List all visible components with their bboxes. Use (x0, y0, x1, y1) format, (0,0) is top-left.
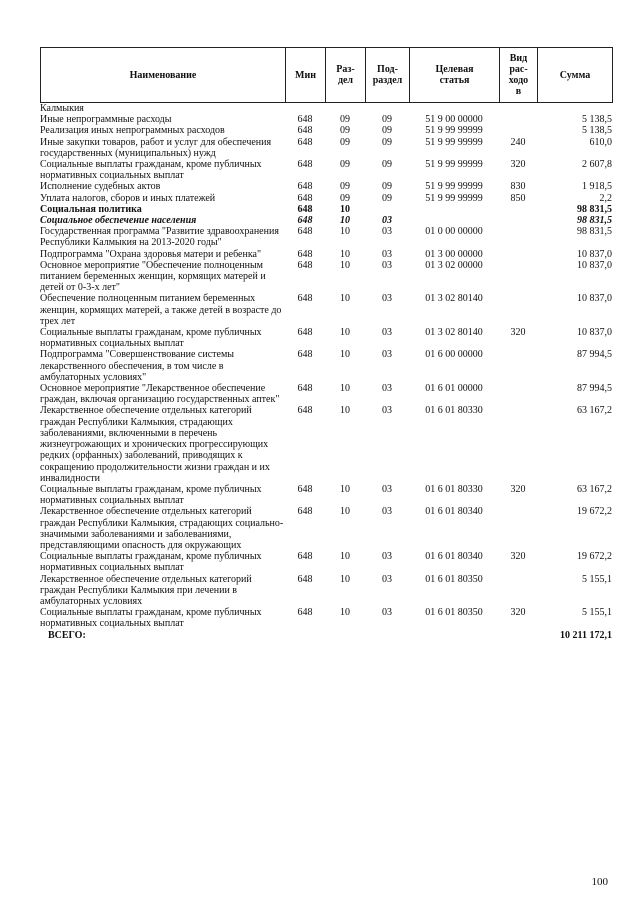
cell-name: Уплата налогов, сборов и иных платежей (40, 192, 216, 204)
table-row (40, 249, 612, 260)
cell-name: Лекарственное обеспечение отдельных категорий граждан Республики Калмыкия при лечении в амбулаторных условиях (40, 573, 252, 607)
cell-raz: 10 (340, 506, 350, 518)
cell-raz: 10 (340, 349, 350, 361)
cell-vid: 320 (510, 607, 526, 619)
cell-name: Социальные выплаты гражданам, кроме публичных нормативных социальных выплат (40, 327, 262, 350)
cell-vid (499, 125, 537, 136)
cell-min: 648 (297, 259, 313, 271)
cell-pod: 03 (382, 349, 392, 361)
cell-cel: 51 9 99 99999 (425, 192, 483, 204)
cell-cel: 01 6 01 80350 (425, 573, 483, 585)
cell-name: Иные закупки товаров, работ и услуг для обеспечения государственных (муниципальных) нужд (40, 136, 272, 159)
table-row (40, 574, 612, 608)
cell-pod (365, 204, 409, 215)
cell-pod: 09 (382, 114, 392, 126)
cell-cel: 01 3 00 00000 (425, 248, 483, 260)
cell-pod: 03 (382, 607, 392, 619)
table-row (40, 293, 612, 327)
cell-vid: 320 (510, 483, 526, 495)
cell-cel: 51 9 99 99999 (425, 136, 483, 148)
cell-cel: 51 9 00 00000 (425, 114, 483, 126)
cell-min: 648 (297, 248, 313, 260)
cell-cel: 01 6 01 80330 (425, 483, 483, 495)
cell-cel: 01 6 00 00000 (425, 349, 483, 361)
cell-name: Обеспечение полноценным питанием беременных женщин, кормящих матерей, а также детей в возрасте до трех лет (40, 293, 282, 327)
cell-raz: 10 (340, 259, 350, 271)
cell-raz (325, 103, 365, 114)
cell-vid: 320 (510, 327, 526, 339)
cell-raz: 10 (340, 327, 350, 339)
cell-pod: 03 (382, 383, 392, 395)
cell-sum: 2 607,8 (582, 159, 612, 171)
table-header (40, 47, 613, 103)
cell-raz: 10 (340, 383, 350, 395)
cell-vid (499, 215, 537, 226)
table-body (40, 103, 612, 641)
table-row (40, 327, 612, 349)
cell-name: Социальное обеспечение населения (40, 215, 197, 227)
cell-raz: 10 (340, 551, 350, 563)
cell-pod: 09 (382, 181, 392, 193)
page-number: 100 (591, 876, 608, 888)
cell-pod: 03 (382, 259, 392, 271)
cell-vid (499, 260, 537, 294)
cell-vid (499, 249, 537, 260)
table-row (40, 484, 612, 506)
cell-min: 648 (297, 551, 313, 563)
cell-sum: 19 672,2 (577, 551, 612, 563)
cell-cel: 51 9 99 99999 (425, 181, 483, 193)
cell-min: 648 (297, 226, 313, 238)
cell-pod: 09 (382, 192, 392, 204)
table-row (40, 137, 612, 159)
header-min: Мин (286, 48, 326, 103)
cell-raz: 10 (340, 607, 350, 619)
table-row (40, 349, 612, 383)
cell-vid: 320 (510, 551, 526, 563)
cell-vid (499, 506, 537, 551)
cell-sum: 1 918,5 (582, 181, 612, 193)
cell-raz: 10 (340, 248, 350, 260)
cell-name: Социальные выплаты гражданам, кроме публичных нормативных социальных выплат (40, 551, 262, 574)
cell-raz: 09 (340, 114, 350, 126)
cell-vid (499, 574, 537, 608)
cell-sum: 5 138,5 (582, 114, 612, 126)
cell-min: 648 (297, 192, 313, 204)
cell-min: 648 (297, 215, 313, 227)
cell-pod: 09 (382, 159, 392, 171)
table-row (40, 125, 612, 136)
cell-vid: 320 (510, 159, 526, 171)
cell-cel: 01 6 01 80340 (425, 551, 483, 563)
cell-raz: 10 (340, 293, 350, 305)
cell-sum (537, 103, 612, 114)
cell-vid (499, 204, 537, 215)
cell-name: Социальные выплаты гражданам, кроме публичных нормативных социальных выплат (40, 159, 262, 182)
cell-min: 648 (297, 607, 313, 619)
cell-sum: 5 138,5 (582, 125, 612, 137)
cell-name: Калмыкия (40, 103, 84, 114)
cell-min: 648 (297, 114, 313, 126)
cell-raz: 10 (340, 405, 350, 417)
cell-raz: 10 (340, 203, 350, 215)
cell-name: Основное мероприятие "Обеспечение полноценным питанием беременных женщин, кормящих матерей и детей от 0-3-х лет" (40, 259, 266, 294)
header-razdel: Раз- дел (326, 48, 366, 103)
cell-cel: 01 6 01 80350 (425, 607, 483, 619)
table-row (40, 114, 612, 125)
cell-min: 648 (297, 125, 313, 137)
table-row (40, 383, 612, 405)
cell-sum: 5 155,1 (582, 607, 612, 619)
cell-raz: 10 (340, 215, 350, 227)
cell-sum: 87 994,5 (577, 349, 612, 361)
cell-cel: 01 0 00 00000 (425, 226, 483, 238)
cell-vid (499, 293, 537, 327)
cell-name: Социальная политика (40, 203, 142, 215)
cell-vid (499, 405, 537, 483)
cell-sum: 10 837,0 (577, 293, 612, 305)
cell-raz: 10 (340, 226, 350, 238)
cell-name: Лекарственное обеспечение отдельных категорий граждан Республики Калмыкия, страдающих заболеваниями, включенными в перечень жизнеугрожающих и хронических прогрессирующих редких (орфанных) заболеваний, приводящих к сокращению продолжительности жизни граждан и их инвалидности (40, 405, 270, 484)
cell-pod: 03 (382, 405, 392, 417)
cell-cel (409, 204, 499, 215)
table-row (40, 260, 612, 294)
cell-sum: 2,2 (599, 192, 612, 204)
cell-pod: 03 (382, 551, 392, 563)
cell-vid (499, 349, 537, 383)
cell-sum: 10 837,0 (577, 327, 612, 339)
cell-pod: 09 (382, 125, 392, 137)
table-row (40, 193, 612, 204)
table-row (40, 215, 612, 226)
table-row (40, 159, 612, 181)
cell-vid (499, 103, 537, 114)
cell-pod: 03 (382, 506, 392, 518)
table-row (40, 506, 612, 551)
cell-min: 648 (297, 383, 313, 395)
cell-sum: 10 837,0 (577, 248, 612, 260)
cell-pod: 03 (382, 248, 392, 260)
table-row (40, 551, 612, 573)
cell-raz: 09 (340, 136, 350, 148)
cell-sum: 98 831,5 (577, 226, 612, 238)
cell-pod: 03 (382, 293, 392, 305)
cell-sum: 63 167,2 (577, 405, 612, 417)
cell-pod: 09 (382, 136, 392, 148)
cell-cel: 01 6 01 80340 (425, 506, 483, 518)
cell-cel: 01 3 02 80140 (425, 327, 483, 339)
cell-vid (499, 226, 537, 248)
cell-min: 648 (297, 349, 313, 361)
header-podrazdel: Под- раздел (366, 48, 410, 103)
cell-cel: 01 3 02 80140 (425, 293, 483, 305)
cell-vid (499, 383, 537, 405)
cell-cel: 01 6 01 00000 (425, 383, 483, 395)
cell-cel (409, 103, 499, 114)
cell-min: 648 (297, 327, 313, 339)
cell-cel: 01 3 02 00000 (425, 259, 483, 271)
header-celevaya: Целевая статья (410, 48, 500, 103)
cell-min (285, 103, 325, 114)
cell-raz: 09 (340, 125, 350, 137)
cell-pod: 03 (382, 483, 392, 495)
cell-min: 648 (297, 405, 313, 417)
cell-cel: 51 9 99 99999 (425, 125, 483, 137)
cell-sum: 19 672,2 (577, 506, 612, 518)
cell-pod: 03 (382, 226, 392, 238)
cell-name: Подпрограмма "Совершенствование системы лекарственного обеспечения, в том числе в амбулаторных условиях" (40, 349, 234, 383)
cell-sum: 10 837,0 (577, 259, 612, 271)
table-row (40, 607, 612, 629)
table-row (40, 103, 612, 114)
total-label: ВСЕГО: (48, 629, 86, 641)
cell-raz: 10 (340, 483, 350, 495)
cell-vid: 850 (510, 192, 526, 204)
cell-name: Социальные выплаты гражданам, кроме публичных нормативных социальных выплат (40, 483, 262, 507)
cell-name: Лекарственное обеспечение отдельных категорий граждан Республики Калмыкия, страдающих социально-значимыми заболеваниями и заболеваниями, представляющими опасность для окружающих (40, 506, 284, 551)
cell-name: Основное мероприятие "Лекарственное обеспечение граждан, включая организацию государственных аптек" (40, 383, 280, 406)
cell-min: 648 (297, 136, 313, 148)
budget-table (40, 47, 612, 641)
cell-raz: 09 (340, 192, 350, 204)
cell-sum: 98 831,5 (577, 203, 612, 215)
cell-min: 648 (297, 573, 313, 585)
cell-sum: 610,0 (589, 136, 612, 148)
cell-pod: 03 (382, 215, 392, 227)
cell-pod: 03 (382, 327, 392, 339)
cell-pod (365, 103, 409, 114)
cell-min: 648 (297, 506, 313, 518)
cell-min: 648 (297, 159, 313, 171)
cell-min: 648 (297, 203, 313, 215)
total-sum: 10 211 172,1 (560, 629, 612, 641)
cell-name: Подпрограмма "Охрана здоровья матери и ребенка" (40, 248, 262, 260)
total-row (40, 630, 612, 641)
cell-name: Социальные выплаты гражданам, кроме публичных нормативных социальных выплат (40, 607, 262, 630)
table-row (40, 204, 612, 215)
cell-name: Государственная программа "Развитие здравоохранения Республики Калмыкия на 2013-2020 годы" (40, 226, 279, 249)
cell-sum: 87 994,5 (577, 383, 612, 395)
header-vid: Вид рас- ходо в (500, 48, 538, 103)
cell-min: 648 (297, 293, 313, 305)
table-row (40, 181, 612, 192)
cell-name: Иные непрограммные расходы (40, 114, 172, 126)
table-row (40, 405, 612, 483)
cell-cel: 01 6 01 80330 (425, 405, 483, 417)
cell-sum: 5 155,1 (582, 573, 612, 585)
cell-name: Реализация иных непрограммных расходов (40, 125, 225, 137)
cell-raz: 10 (340, 573, 350, 585)
cell-raz: 09 (340, 181, 350, 193)
cell-vid: 240 (510, 136, 526, 148)
header-summa: Сумма (538, 48, 613, 103)
cell-vid (499, 114, 537, 125)
cell-raz: 09 (340, 159, 350, 171)
cell-vid: 830 (510, 181, 526, 193)
cell-sum: 98 831,5 (577, 215, 612, 227)
cell-cel (409, 215, 499, 226)
header-name: Наименование (41, 48, 286, 103)
cell-name: Исполнение судебных актов (40, 181, 161, 193)
cell-sum: 63 167,2 (577, 483, 612, 495)
table-row (40, 226, 612, 248)
cell-cel: 51 9 99 99999 (425, 159, 483, 171)
cell-min: 648 (297, 181, 313, 193)
cell-min: 648 (297, 483, 313, 495)
cell-pod: 03 (382, 573, 392, 585)
